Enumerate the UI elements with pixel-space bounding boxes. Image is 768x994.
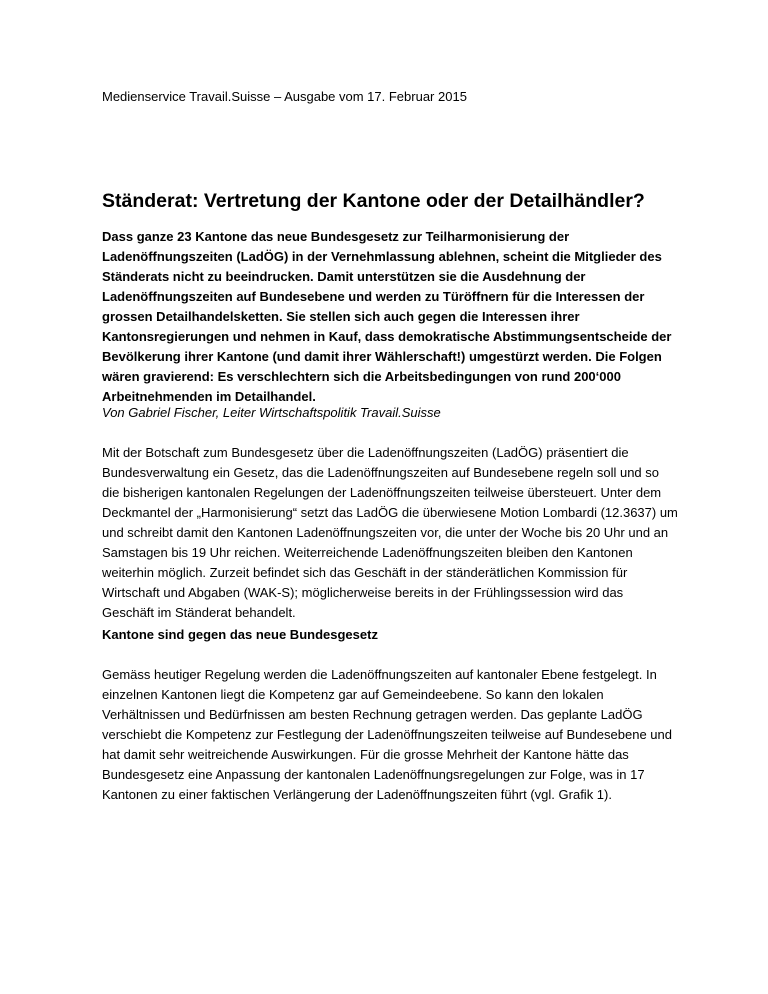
header-line: Medienservice Travail.Suisse – Ausgabe vom 17. Februar 2015: [102, 89, 467, 104]
section-heading: Kantone sind gegen das neue Bundesgesetz: [102, 627, 378, 642]
body-paragraph-1: Mit der Botschaft zum Bundesgesetz über die Ladenöffnungszeiten (LadÖG) präsentiert die Bundesverwaltung ein Gesetz, das die Ladenöffnungszeiten auf Bundesebene regeln soll und so die bisherigen kantonalen Regelungen der Ladenöffnungszeiten teilweise übersteuert. Unter dem Deckmantel der „Harmonisierung“ setzt das LadÖG die überwiesene Motion Lombardi (12.3637) um und schreibt damit den Kantonen Ladenöffnungszeiten vor, die unter der Woche bis 20 Uhr und an Samstagen bis 19 Uhr reichen. Weiterreichende Ladenöffnungszeiten bleiben den Kantonen weiterhin möglich. Zurzeit befindet sich das Geschäft in der ständerätlichen Kommission für Wirtschaft und Abgaben (WAK-S); möglicherweise bereits in der Frühlingssession wird das Geschäft im Ständerat behandelt.: [102, 445, 678, 620]
byline: Von Gabriel Fischer, Leiter Wirtschaftspolitik Travail.Suisse: [102, 405, 441, 420]
article-title: Ständerat: Vertretung der Kantone oder der Detailhändler?: [102, 190, 645, 212]
lead-paragraph: Dass ganze 23 Kantone das neue Bundesgesetz zur Teilharmonisierung der Ladenöffnungszeiten (LadÖG) in der Vernehmlassung ablehnen, scheint die Mitglieder des Ständerats nicht zu beeindrucken. Damit unterstützen sie die Ausdehnung der Ladenöffnungszeiten auf Bundesebene und werden zu Türöffnern für die Interessen der grossen Detailhandelsketten. Sie stellen sich auch gegen die Interessen ihrer Kantonsregierungen und nehmen in Kauf, dass demokratische Abstimmungsentscheide der Bevölkerung ihrer Kantone (und damit ihrer Wählerschaft!) umgestürzt werden. Die Folgen wären gravierend: Es verschlechtern sich die Arbeitsbedingungen von rund 200‘000 Arbeitnehmenden im Detailhandel.: [102, 229, 672, 404]
body-paragraph-2: Gemäss heutiger Regelung werden die Ladenöffnungszeiten auf kantonaler Ebene festgelegt. In einzelnen Kantonen liegt die Kompetenz gar auf Gemeindeebene. So kann den lokalen Verhältnissen und Bedürfnissen am besten Rechnung getragen werden. Das geplante LadÖG verschiebt die Kompetenz zur Festlegung der Ladenöffnungszeiten teilweise auf Bundesebene und hat damit sehr weitreichende Auswirkungen. Für die grosse Mehrheit der Kantone hätte das Bundesgesetz eine Anpassung der kantonalen Ladenöffnungsregelungen zur Folge, was in 17 Kantonen zu einer faktischen Verlängerung der Ladenöffnungszeiten führt (vgl. Grafik 1).: [102, 667, 672, 802]
